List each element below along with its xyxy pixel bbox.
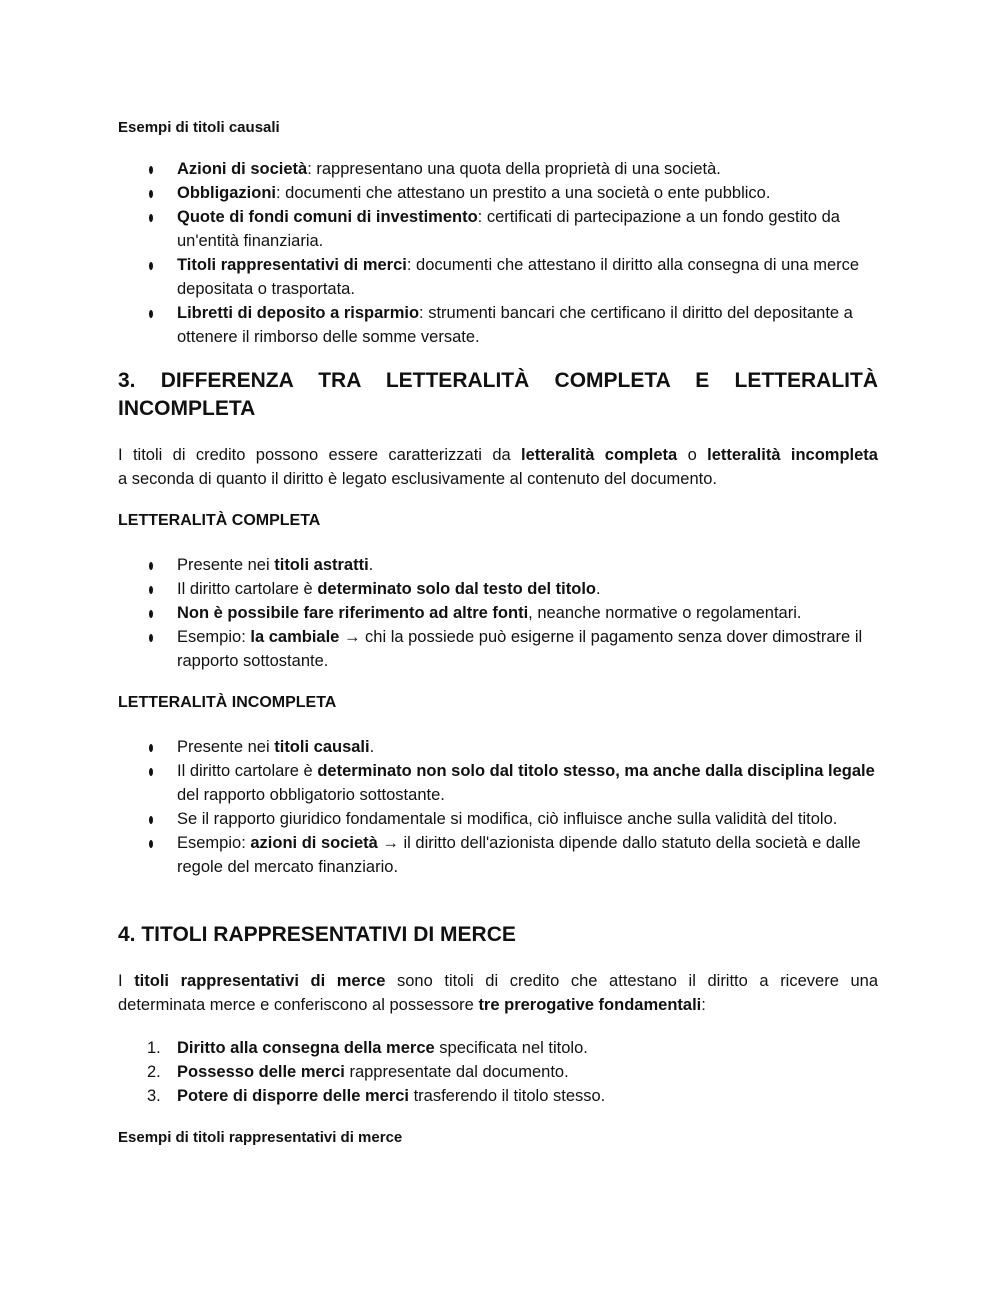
examples-merce-heading: Esempi di titoli rappresentativi di merce bbox=[118, 1129, 403, 1146]
examples-causal-heading: Esempi di titoli causali bbox=[118, 119, 280, 136]
list-item: Presente nei titoli causali. bbox=[118, 735, 878, 759]
list-item: Se il rapporto giuridico fondamentale si modifica, ciò influisce anche sulla validità del titolo. bbox=[118, 807, 878, 831]
section-4-intro: I titoli rappresentativi di merce sono titoli di credito che attestano il diritto a ricevere una determinata merce e conferiscono al possessore tre prerogative fondamentali: bbox=[118, 972, 879, 1014]
list-item: Presente nei titoli astratti. bbox=[118, 553, 878, 577]
causal-titles-list bbox=[118, 157, 878, 349]
section-3-intro: I titoli di credito possono essere caratterizzati da letteralità completa o letteralità incompleta a seconda di quanto il diritto è legato esclusivamente al contenuto del documento. bbox=[118, 446, 878, 488]
list-item: Il diritto cartolare è determinato solo dal testo del titolo. bbox=[118, 577, 878, 601]
completa-heading: LETTERALITÀ COMPLETA bbox=[118, 512, 321, 529]
incompleta-list bbox=[118, 735, 878, 879]
list-item: Titoli rappresentativi di merci: documenti che attestano il diritto alla consegna di una merce depositata o trasportata. bbox=[118, 253, 878, 301]
list-item: 2. Possesso delle merci rappresentate dal documento. bbox=[147, 1063, 569, 1081]
section-3-title-line2: INCOMPLETA bbox=[118, 397, 256, 420]
prerogatives-list bbox=[118, 1036, 878, 1108]
list-item: 1. Diritto alla consegna della merce specificata nel titolo. bbox=[147, 1039, 588, 1057]
list-item: Non è possibile fare riferimento ad altre fonti, neanche normative o regolamentari. bbox=[118, 601, 878, 625]
list-item: Il diritto cartolare è determinato non solo dal titolo stesso, ma anche dalla disciplina legale del rapporto obbligatorio sottostante. bbox=[118, 759, 878, 807]
list-item: Quote di fondi comuni di investimento: certificati di partecipazione a un fondo gestito da un'entità finanziaria. bbox=[118, 205, 878, 253]
list-item: Libretti di deposito a risparmio: strumenti bancari che certificano il diritto del depositante a ottenere il rimborso delle somme versate. bbox=[118, 301, 878, 349]
list-item: Obbligazioni: documenti che attestano un prestito a una società o ente pubblico. bbox=[118, 181, 878, 205]
list-item: Esempio: azioni di società → il diritto dell'azionista dipende dallo statuto della società e dalle regole del mercato finanziario. bbox=[118, 831, 878, 879]
section-3-title-line1: 3. DIFFERENZA TRA LETTERALITÀ COMPLETA E LETTERALITÀ bbox=[118, 369, 878, 392]
list-item: Azioni di società: rappresentano una quota della proprietà di una società. bbox=[118, 157, 878, 181]
list-item: 3. Potere di disporre delle merci trasferendo il titolo stesso. bbox=[147, 1087, 606, 1105]
incompleta-heading: LETTERALITÀ INCOMPLETA bbox=[118, 694, 337, 711]
section-4-title: 4. TITOLI RAPPRESENTATIVI DI MERCE bbox=[118, 923, 516, 946]
list-item: Esempio: la cambiale → chi la possiede può esigerne il pagamento senza dover dimostrare il rapporto sottostante. bbox=[118, 625, 878, 673]
completa-list bbox=[118, 553, 878, 673]
